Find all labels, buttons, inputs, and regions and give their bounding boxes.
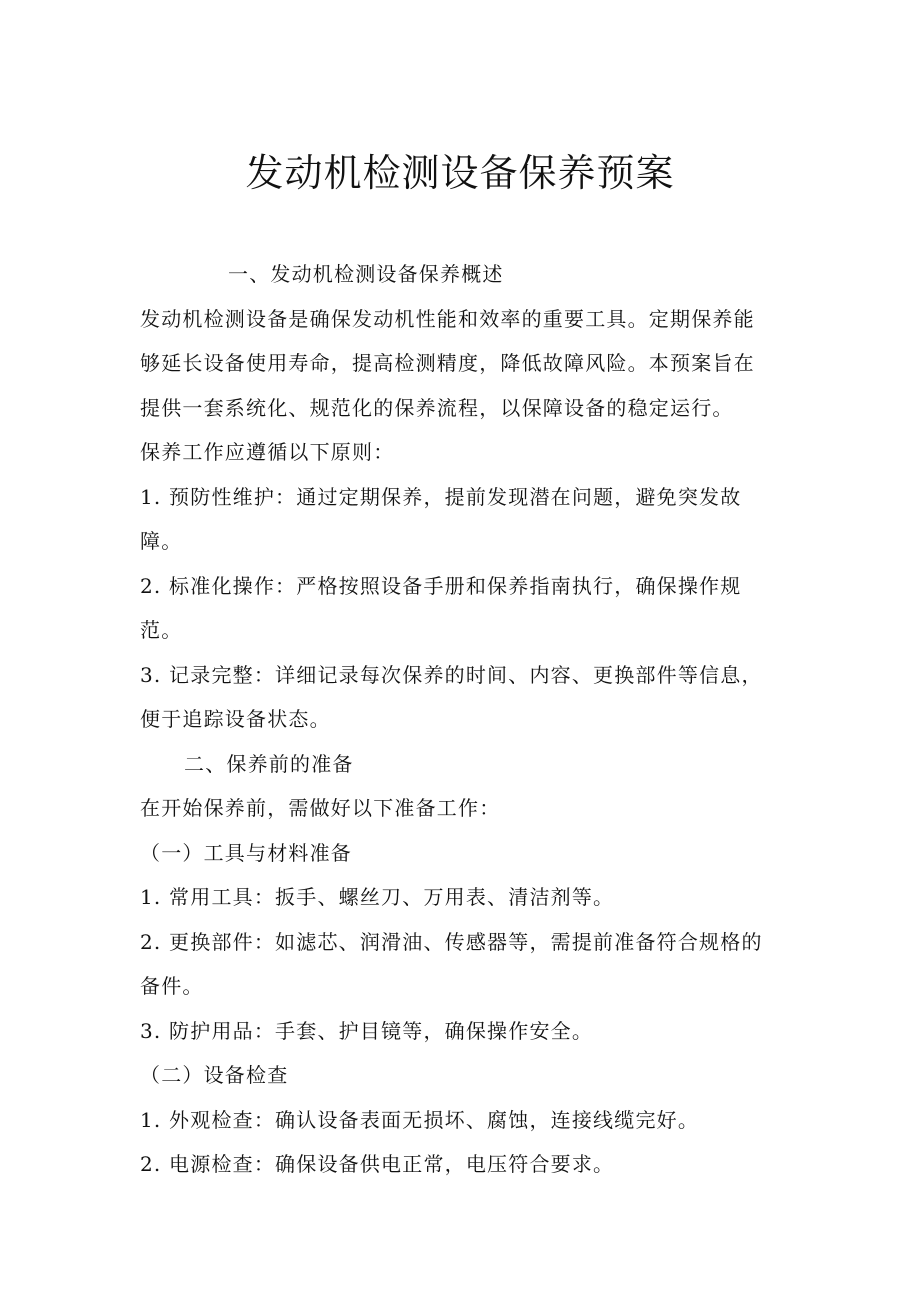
list-item-continuation: 备件。 bbox=[140, 974, 204, 998]
paragraph-line: 提供一套系统化、规范化的保养流程，以保障设备的稳定运行。 bbox=[140, 395, 734, 420]
paragraph-line: 够延长设备使用寿命，提高检测精度，降低故障风险。本预案旨在 bbox=[140, 351, 755, 375]
section-heading: 一、发动机检测设备保养概述 bbox=[228, 262, 504, 286]
paragraph-line: 发动机检测设备是确保发动机性能和效率的重要工具。定期保养能 bbox=[140, 306, 755, 331]
list-item-continuation: 范。 bbox=[140, 618, 183, 642]
list-item: 2. 电源检查：确保设备供电正常，电压符合要求。 bbox=[140, 1152, 615, 1176]
paragraph-line: 保养工作应遵循以下原则： bbox=[140, 440, 395, 464]
subsection-heading: （一）工具与材料准备 bbox=[140, 840, 352, 865]
list-item: 3. 防护用品：手套、护目镜等，确保操作安全。 bbox=[140, 1018, 594, 1043]
list-item: 2. 更换部件：如滤芯、润滑油、传感器等，需提前准备符合规格的 bbox=[140, 929, 763, 954]
subsection-heading: （二）设备检查 bbox=[140, 1063, 289, 1087]
paragraph-line: 在开始保养前，需做好以下准备工作： bbox=[140, 796, 501, 820]
list-item: 2. 标准化操作：严格按照设备手册和保养指南执行，确保操作规 bbox=[140, 573, 742, 598]
list-item-continuation: 便于追踪设备状态。 bbox=[140, 707, 331, 731]
list-item: 3. 记录完整：详细记录每次保养的时间、内容、更换部件等信息， bbox=[140, 662, 763, 687]
document-title: 发动机检测设备保养预案 bbox=[245, 151, 675, 195]
list-item: 1. 外观检查：确认设备表面无损坏、腐蚀，连接线缆完好。 bbox=[140, 1107, 700, 1132]
list-item: 1. 常用工具：扳手、螺丝刀、万用表、清洁剂等。 bbox=[140, 885, 615, 909]
section-heading: 二、保养前的准备 bbox=[184, 751, 354, 776]
list-item: 1. 预防性维护：通过定期保养，提前发现潜在问题，避免突发故 bbox=[140, 484, 742, 509]
list-item-continuation: 障。 bbox=[140, 529, 183, 553]
document-body bbox=[140, 252, 780, 1187]
